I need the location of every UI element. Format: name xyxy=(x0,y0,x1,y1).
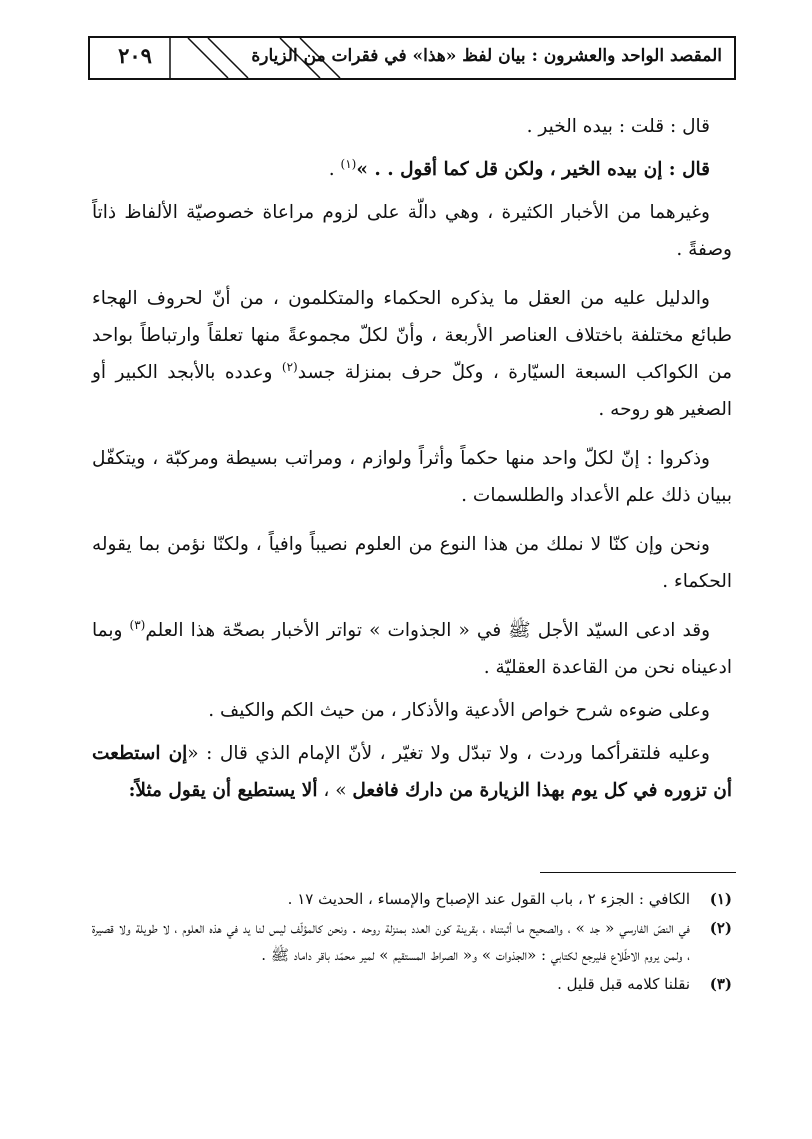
paragraph-4-a: والدليل عليه من العقل ما يذكره الحكماء والمتكلمون ، من أنّ لحروف الهجاء طبائع مختلفة باختلاف العناصر الأربعة ، وأنّ لكلّ مجموعةً منها تعلقاً وارتباطاً بواحد من الكواكب السبعة السيّارة ، وكلّ حرف بمنزلة جسد xyxy=(92,288,733,383)
running-title: المقصد الواحد والعشرون : بيان لفظ «هذا» في فقرات من الزيارة xyxy=(251,46,722,66)
footnote-text: في النصّ الفارسي « جد » ، والصحيح ما أثبتناه ، بقرينة كون العدد بمنزلة روحه . ونحن كالمؤلّف ليس لنا يد في هذه العلوم ، لا طويلة ولا قصيرة ، ولمن يروم الاطّلاع فليرجع لكتابي : «الجذوات » و« الصراط المستقيم » لمير محمّد باقر داماد ﷺ . xyxy=(92,919,690,964)
paragraph-2-end: . xyxy=(328,159,341,180)
footnote-ref-1: (١) xyxy=(340,156,357,171)
main-text xyxy=(92,108,732,809)
paragraph-9-a: وعليه فلتقرأكما وردت ، ولا تبدّل ولا تغيّر ، لأنّ الإمام الذي قال : « xyxy=(187,743,710,764)
footnote-ref-3: (٣) xyxy=(129,617,146,632)
footnote-text: الكافي : الجزء ٢ ، باب القول عند الإصباح والإمساء ، الحديث ١٧ . xyxy=(287,890,690,908)
page-number: ٢٠٩ xyxy=(118,43,152,68)
paragraph-7 xyxy=(92,612,732,686)
footnote-ref-2: (٢) xyxy=(281,359,298,374)
footnote-3 xyxy=(92,971,732,998)
paragraph-8: وعلى ضوءه شرح خواص الأدعية والأذكار ، من حيث الكم والكيف . xyxy=(208,700,710,721)
footnotes xyxy=(92,886,732,1000)
paragraph-7-a: وقد ادعى السيّد الأجل ﷺ في « الجذوات » تواتر الأخبار بصحّة هذا العلم xyxy=(145,620,711,641)
footnote-separator xyxy=(540,872,736,873)
paragraph-9-b: » ، xyxy=(317,780,353,801)
footnote-2 xyxy=(92,915,732,969)
paragraph-5: وذكروا : إنّ لكلّ واحد منها حكماً وأثراً ولوازم ، ومراتب بسيطة ومركبّة ، ويتكفّل ببيان ذلك علم الأعداد والطلسمات . xyxy=(92,448,732,506)
paragraph-6: ونحن وإن كنّا لا نملك من هذا النوع من العلوم نصيباً وافياً ، ولكنّا نؤمن بما يقوله الحكماء . xyxy=(92,534,732,592)
footnote-number: (٢) xyxy=(709,919,732,937)
quote-bold: قال : إن بيده الخير ، ولكن قل كما أقول . . » xyxy=(356,159,710,180)
paragraph-9 xyxy=(92,735,732,809)
footnote-number: (١) xyxy=(709,890,732,908)
footnote-text: نقلنا كلامه قبل قليل . xyxy=(557,975,690,993)
quote-bold-3: ألا يستطيع أن يقول مثلاً: xyxy=(128,780,318,801)
quote-bold-2: إن استطعت أن تزوره في كل يوم بهذا الزيارة من دارك فافعل xyxy=(92,743,732,801)
paragraph-7-b: وبما ادعيناه نحن من القاعدة العقليّة . xyxy=(92,620,732,678)
paragraph-4 xyxy=(92,280,732,428)
paragraph-2 xyxy=(92,151,732,188)
paragraph-1: قال : قلت : بيده الخير . xyxy=(526,116,710,137)
page-header xyxy=(88,36,736,80)
paragraph-4-b: وعدده بالأبجد الكبير أو الصغير هو روحه . xyxy=(92,362,732,420)
footnote-1 xyxy=(92,886,732,913)
paragraph-3: وغيرهما من الأخبار الكثيرة ، وهي دالّة على لزوم مراعاة خصوصيّة الألفاظ ذاتاً وصفةً . xyxy=(92,202,732,260)
footnote-number: (٣) xyxy=(709,975,732,993)
